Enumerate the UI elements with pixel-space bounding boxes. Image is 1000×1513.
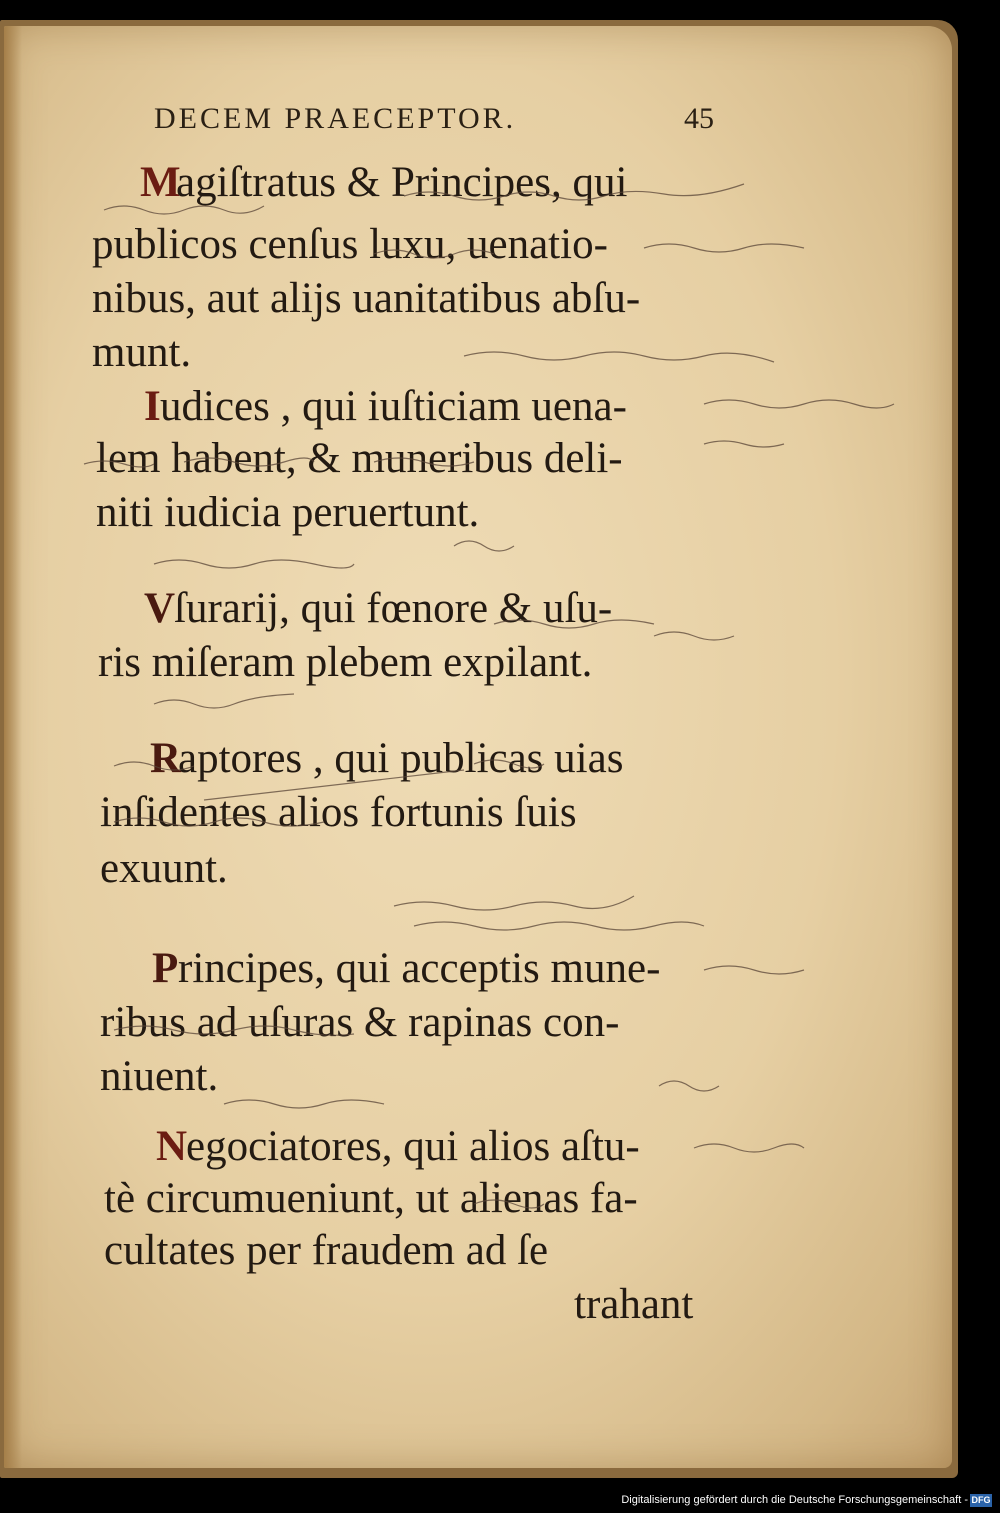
gloss-scribble [694,1144,804,1152]
line-text: agiſtratus & Principes, qui [176,159,628,206]
gloss-scribble [104,206,264,214]
text-line: cultates per fraudem ad ſe [104,1227,549,1274]
text-line: tè circumueniunt, ut alienas fa- [104,1175,638,1222]
text-line: ris miſeram plebem expilant. [98,639,593,686]
gloss-scribble [704,441,784,447]
initial-letter: R [150,735,182,782]
gloss-scribble [474,760,544,768]
gloss-scribble [659,1081,719,1091]
initial-letter: I [144,383,161,430]
text-line: niuent. [100,1053,219,1100]
gloss-scribble [704,966,804,974]
gloss-scribble [404,184,744,200]
gloss-scribble [394,896,634,910]
gloss-scribble [464,352,774,362]
text-line: lem habent, & muneribus deli- [96,435,623,482]
running-title: DECEM PRAECEPTOR. [154,102,517,135]
gloss-scribble [224,1100,384,1108]
digitization-credit: Digitalisierung gefördert durch die Deutsche Forschungsgemeinschaft - [621,1494,968,1506]
line-text: udices , qui iuſticiam uena- [160,383,627,430]
text-line: ribus ad uſuras & rapinas con- [100,999,620,1046]
gloss-scribble [84,461,154,467]
gloss-scribble [114,762,194,770]
gloss-scribble [644,244,804,252]
gloss-scribble [474,1200,544,1208]
text-line: nibus, aut alijs uanitatibus abſu- [92,275,641,322]
gloss-scribble [454,541,514,551]
text-line: publicos cenſus luxu, uenatio- [92,221,608,268]
gloss-scribble [374,250,494,258]
initial-letter: M [140,159,181,206]
text-line: niti iudicia peruertunt. [96,489,480,536]
text-line: munt. [92,329,192,376]
gloss-scribble [154,560,354,568]
gloss-scribble [114,818,324,826]
gloss-scribble [154,694,294,708]
gloss-scribble [184,458,314,466]
gloss-scribble [494,620,654,628]
gloss-scribble [704,400,894,408]
text-line: trahant [574,1281,694,1328]
handwritten-glosses [4,26,952,1468]
line-text: rincipes, qui acceptis mune- [178,945,661,992]
gloss-scribble [114,1026,354,1035]
gloss-scribble [414,922,704,930]
text-line: inſidentes alios fortunis ſuis [100,789,577,836]
book-page [4,26,952,1468]
initial-letter: P [152,945,179,992]
line-text: egociatores, qui alios aſtu- [186,1123,640,1170]
line-text: ſurarij, qui fœnore & uſu- [174,585,613,632]
dfg-logo-icon: DFG [971,1495,991,1505]
gloss-scribble [654,632,734,640]
initial-letter: N [156,1123,188,1170]
text-line: exuunt. [100,845,228,892]
gloss-scribble [374,458,474,466]
line-text: aptores , qui publicas uias [178,735,624,782]
page-number: 45 [684,102,714,135]
initial-letter: V [144,585,176,632]
gloss-scribble [204,770,464,800]
